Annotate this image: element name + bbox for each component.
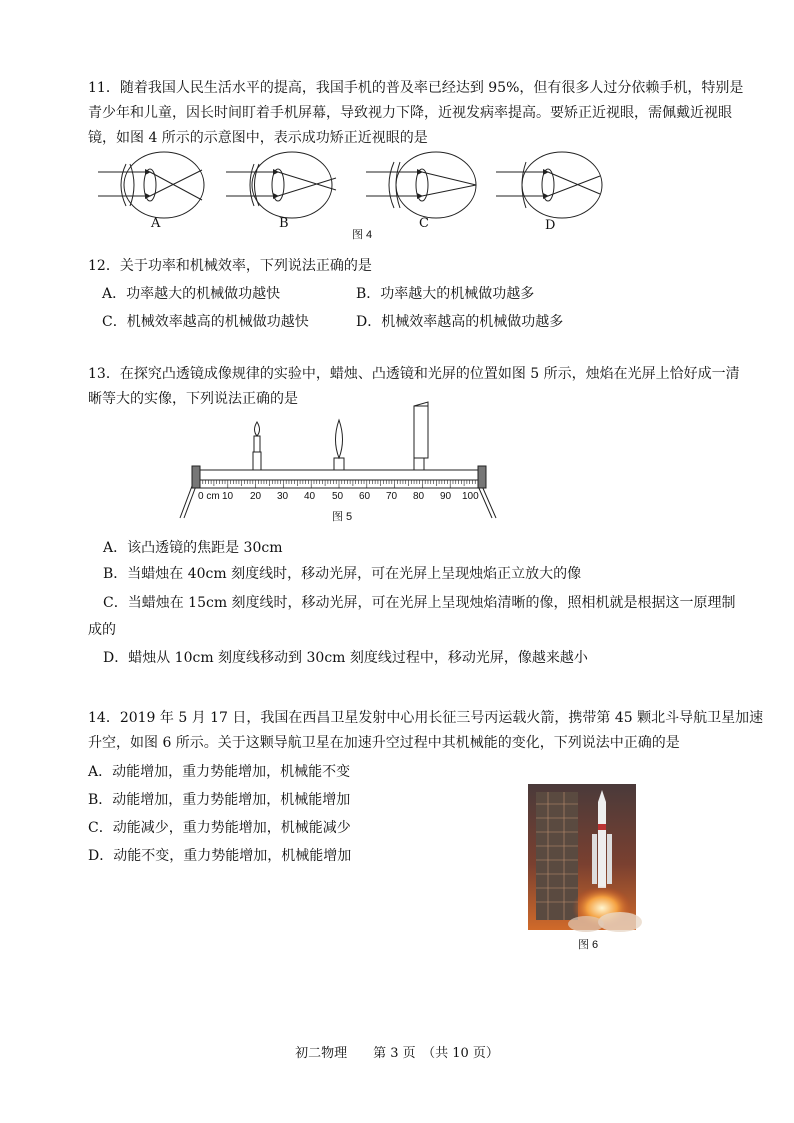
ruler-tick-label: 10 <box>222 491 234 502</box>
figure-5-caption: 图 5 <box>332 511 353 523</box>
ruler-tick-label: 70 <box>386 491 398 502</box>
ruler-tick-label: 20 <box>250 491 262 502</box>
ruler-tick-label: 30 <box>277 491 289 502</box>
eye-label-b: B <box>279 216 289 231</box>
q14-option-a: A．动能增加，重力势能增加，机械能不变 <box>88 764 351 780</box>
q14-line: 升空，如图 6 所示。关于这颗导航卫星在加速升空过程中其机械能的变化，下列说法中正确的是 <box>88 735 680 751</box>
ruler-tick-label: 40 <box>304 491 316 502</box>
eye-b-diagram <box>226 152 336 218</box>
ruler-labels <box>198 491 488 505</box>
ruler-unit-label: 0 cm <box>198 491 220 502</box>
q14-option-c: C．动能减少，重力势能增加，机械能减少 <box>88 820 351 836</box>
q14-text <box>88 706 763 756</box>
q14-option-b: B．动能增加，重力势能增加，机械能增加 <box>88 792 351 808</box>
q12-option-d: D．机械效率越高的机械做功越多 <box>356 314 564 330</box>
eye-label-d: D <box>545 218 556 233</box>
eye-c-diagram <box>366 152 476 218</box>
q12-stem: 12．关于功率和机械效率，下列说法正确的是 <box>88 258 372 274</box>
q13-option-c: C．当蜡烛在 15cm 刻度线时，移动光屏，可在光屏上呈现烛焰清晰的像，照相机就是根据这一原理制 <box>103 595 736 611</box>
q13-line: 晰等大的实像，下列说法正确的是 <box>88 391 298 407</box>
page-footer: 初二物理 第 3 页 （共 10 页） <box>295 1046 499 1061</box>
q14-option-d: D．动能不变，重力势能增加，机械能增加 <box>88 848 352 864</box>
figure-4-caption: 图 4 <box>352 229 373 241</box>
ruler-tick-label: 60 <box>359 491 371 502</box>
q11-line: 青少年和儿童，因长时间盯着手机屏幕，导致视力下降，近视发病率提高。要矫正近视眼，需佩戴近视眼 <box>88 105 732 121</box>
q13-option-d: D．蜡烛从 10cm 刻度线移动到 30cm 刻度线过程中，移动光屏，像越来越小 <box>103 650 588 666</box>
ruler-tick-label: 50 <box>332 491 344 502</box>
figure-4-eye-diagrams <box>98 150 658 230</box>
ruler-tick-label: 90 <box>440 491 452 502</box>
q14-line: 14．2019 年 5 月 17 日，我国在西昌卫星发射中心用长征三号丙运载火箭，携带第 45 颗北斗导航卫星加速 <box>88 710 764 726</box>
q12-option-a: A．功率越大的机械做功越快 <box>102 286 281 302</box>
eye-a-diagram <box>98 152 204 218</box>
q11-text <box>88 76 743 151</box>
ruler-tick-label: 100 <box>462 491 479 502</box>
q13-option-b: B．当蜡烛在 40cm 刻度线时，移动光屏，可在光屏上呈现烛焰正立放大的像 <box>103 566 582 582</box>
figure-6-rocket-photo <box>528 784 636 930</box>
eye-d-diagram <box>496 152 602 218</box>
q13-option-a: A．该凸透镜的焦距是 30cm <box>103 540 283 556</box>
q13-option-c-continued: 成的 <box>88 622 116 638</box>
q12-option-b: B．功率越大的机械做功越多 <box>356 286 535 302</box>
ruler-tick-label: 80 <box>413 491 425 502</box>
figure-6-caption: 图 6 <box>578 939 599 951</box>
eye-label-c: C <box>419 216 429 231</box>
eye-label-a: A <box>151 216 161 231</box>
q12-option-c: C．机械效率越高的机械做功越快 <box>102 314 309 330</box>
q11-line: 11．随着我国人民生活水平的提高，我国手机的普及率已经达到 95%，但有很多人过分依赖手机，特别是 <box>88 80 744 96</box>
q13-line: 13．在探究凸透镜成像规律的实验中，蜡烛、凸透镜和光屏的位置如图 5 所示，烛焰在光屏上恰好成一清 <box>88 366 740 382</box>
q11-line: 镜，如图 4 所示的示意图中，表示成功矫正近视眼的是 <box>88 130 428 146</box>
